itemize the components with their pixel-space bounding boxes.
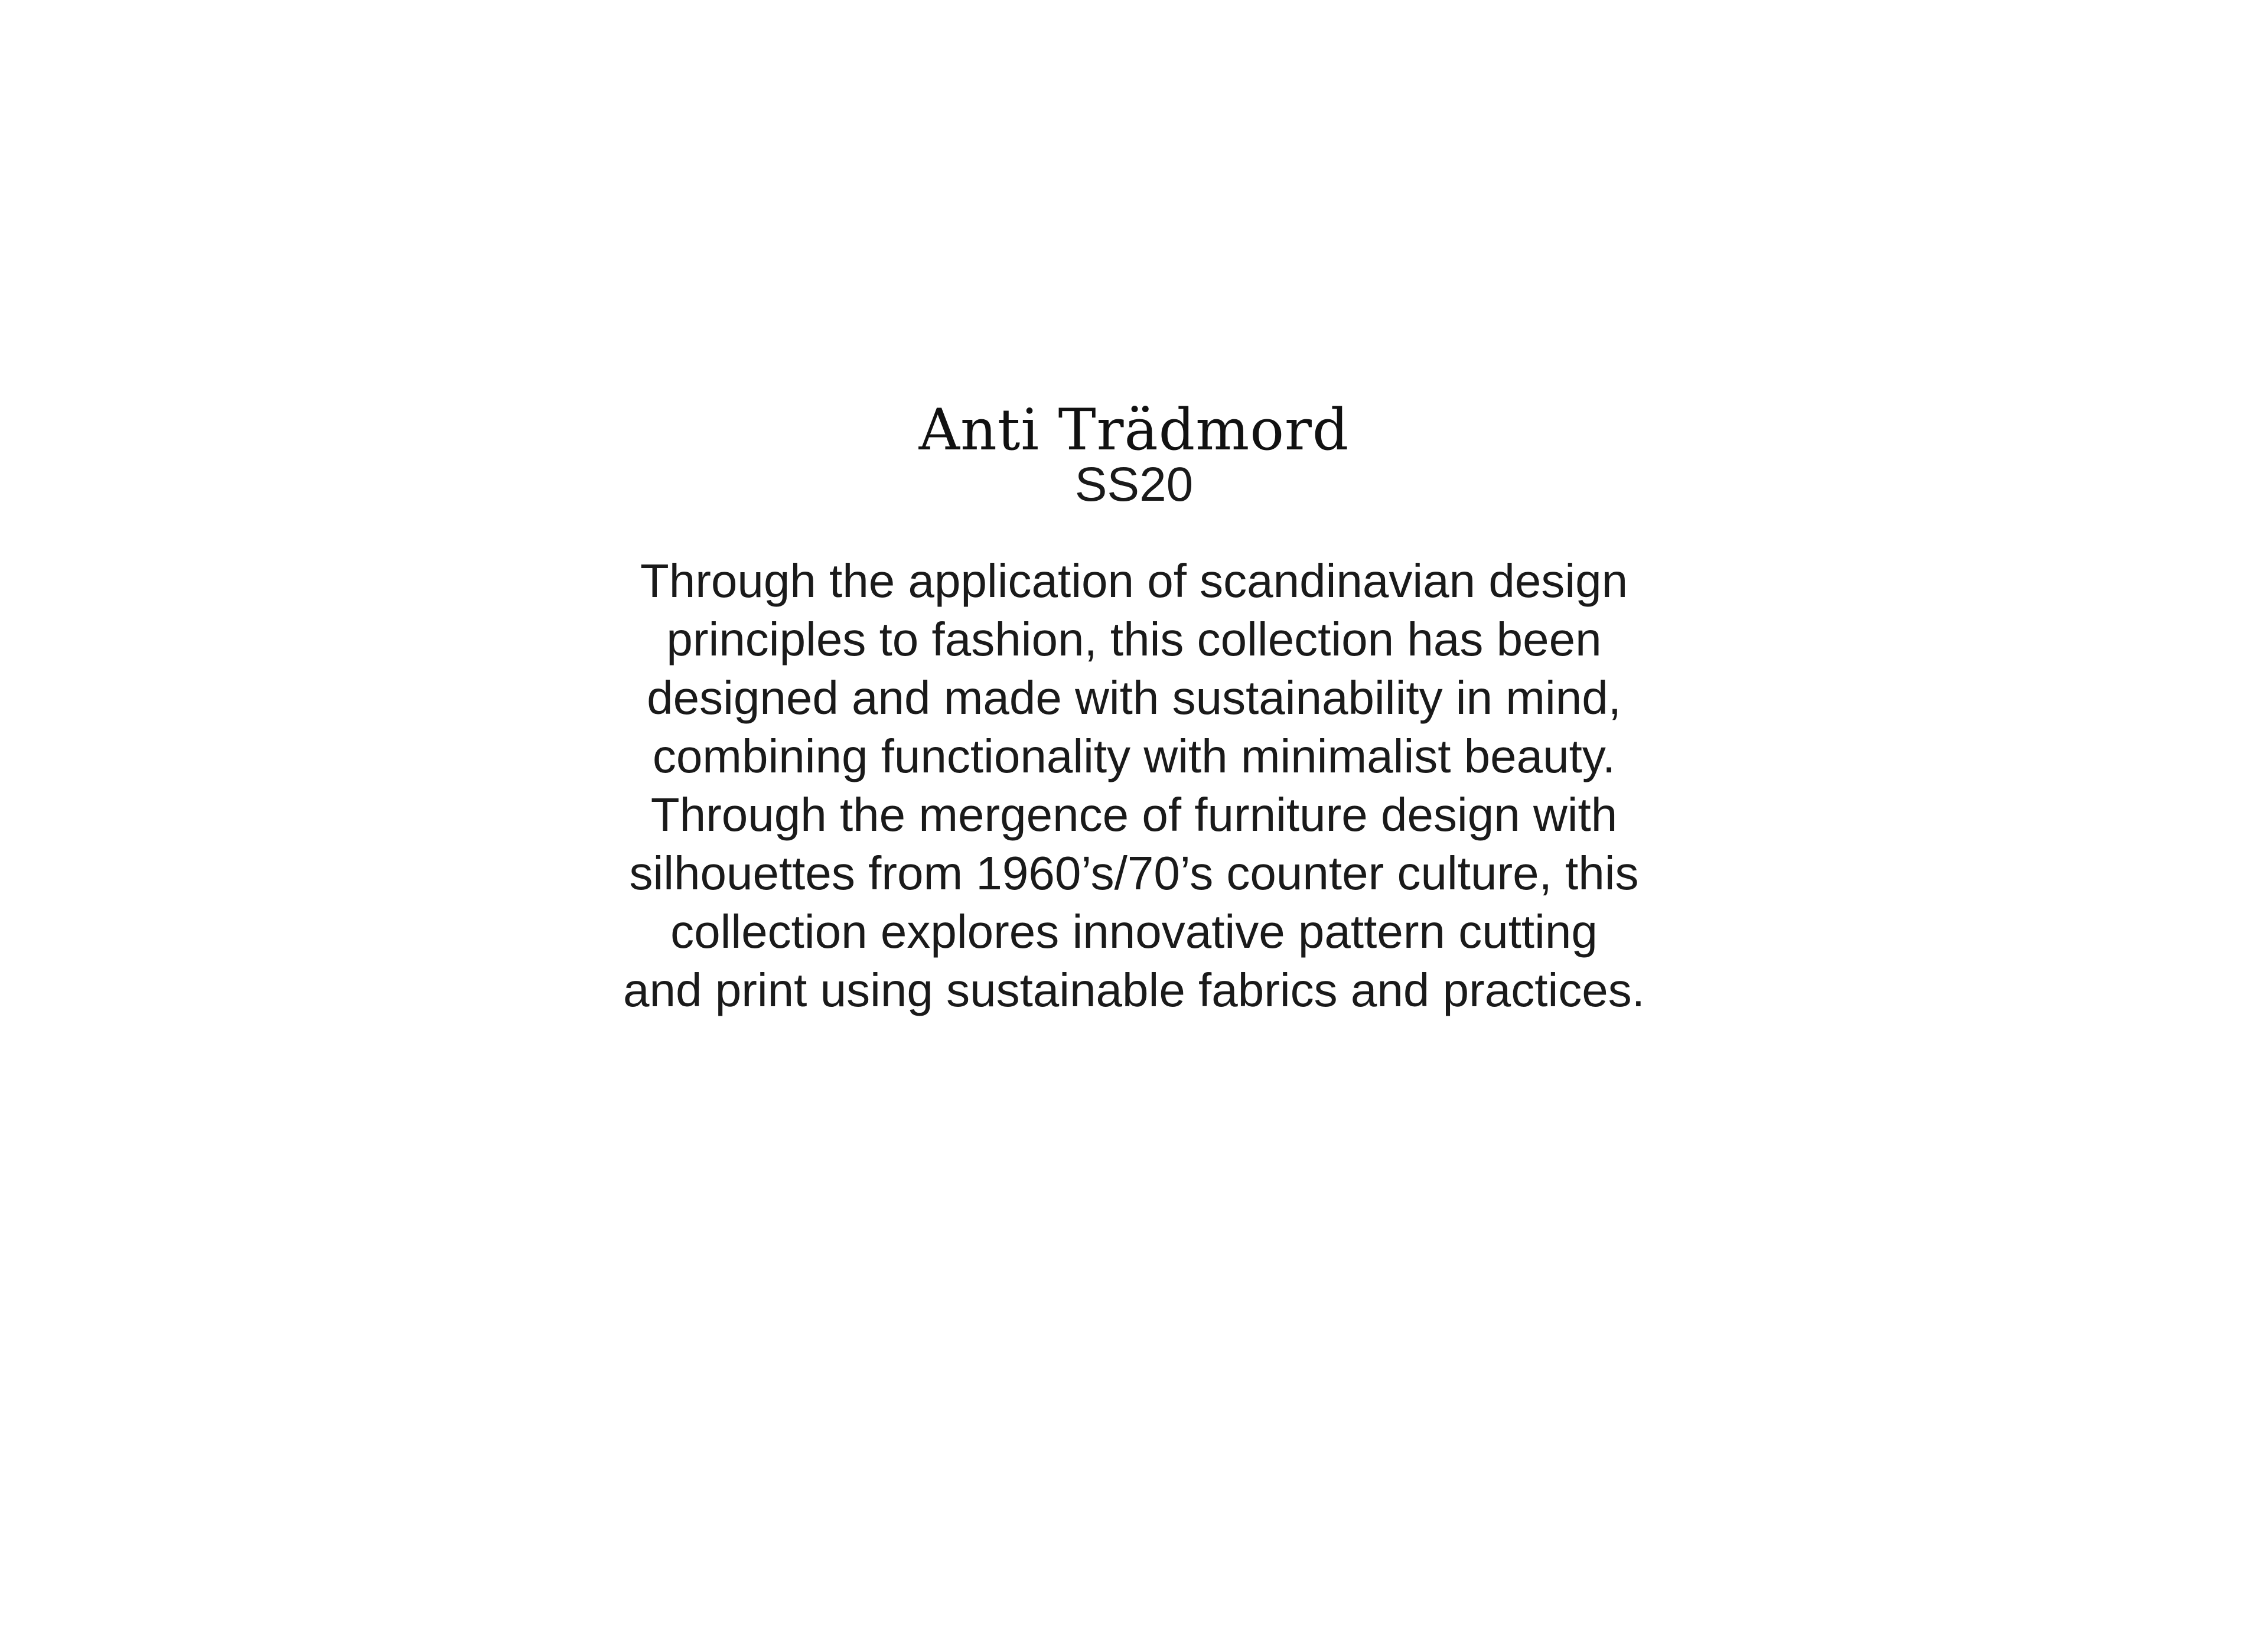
description-line: silhouettes from 1960’s/70’s counter culture, this (629, 847, 1639, 899)
description-line: Through the application of scandinavian design (640, 554, 1628, 607)
description-line: designed and made with sustainability in mind, (647, 671, 1621, 724)
collection-title: Anti Trädmord (918, 397, 1350, 463)
description-line: principles to fashion, this collection has been (666, 613, 1602, 666)
description-line: and print using sustainable fabrics and practices. (623, 964, 1645, 1016)
title-block (0, 397, 2268, 511)
description-line: Through the mergence of furniture design with (650, 788, 1618, 841)
collection-season: SS20 (1074, 458, 1194, 511)
description-line: combining functionality with minimalist beauty. (652, 730, 1616, 782)
description-line: collection explores innovative pattern cutting (670, 905, 1598, 958)
collection-description (0, 552, 2268, 1019)
